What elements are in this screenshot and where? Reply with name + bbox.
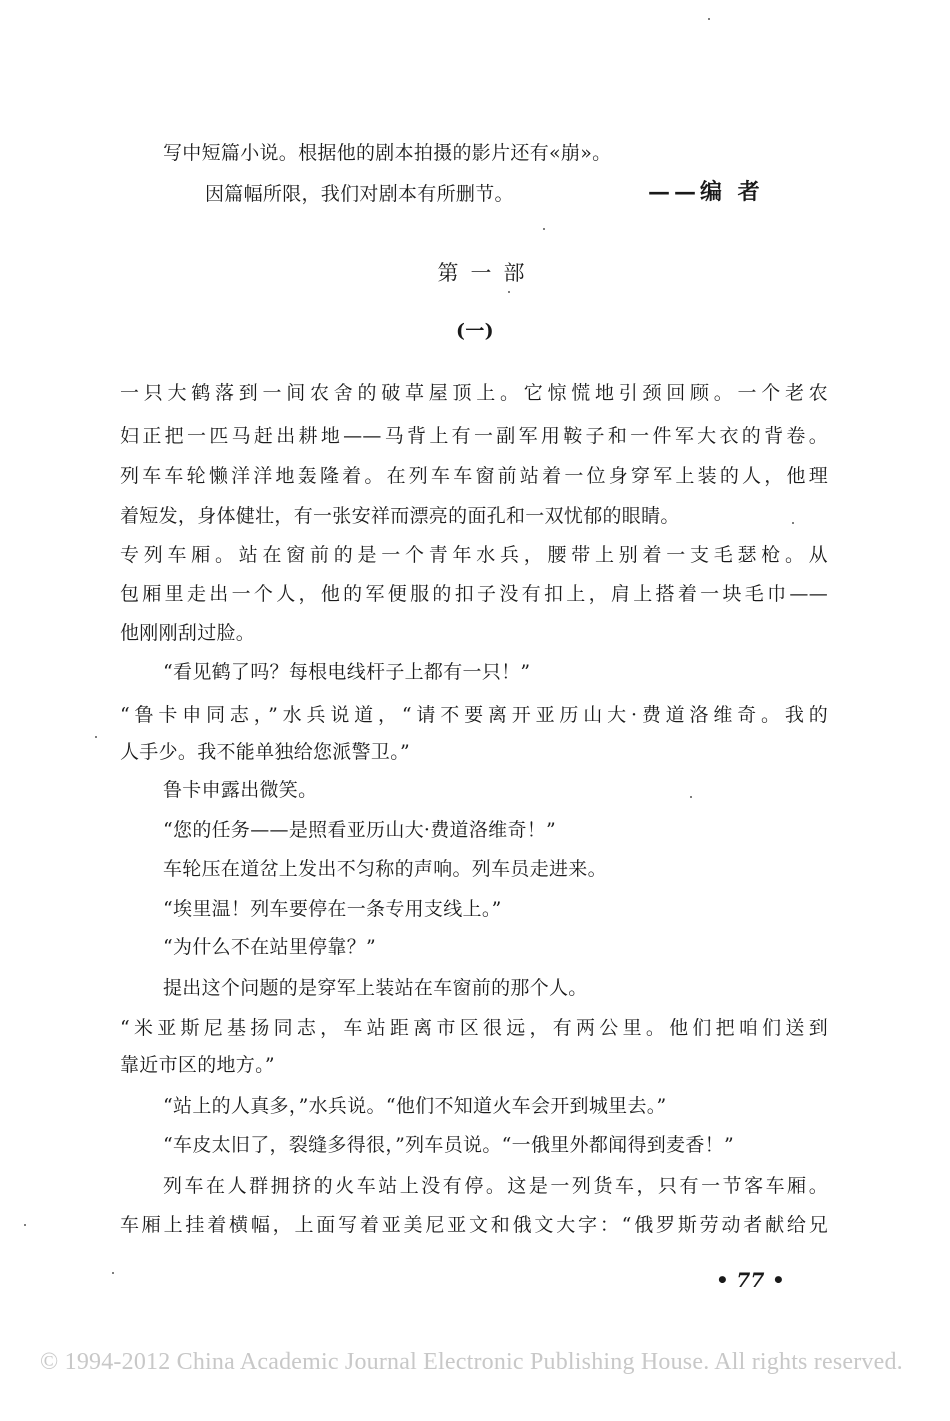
scan-speck (690, 796, 692, 798)
paragraph-line: “车皮太旧了，裂缝多得很，”列车员说。“一俄里外都闻得到麦香！” (163, 1134, 734, 1156)
paragraph-line: “站上的人真多，”水兵说。“他们不知道火车会开到城里去。” (163, 1095, 667, 1117)
paragraph-line: 车轮压在道岔上发出不匀称的声响。列车员走进来。 (163, 858, 607, 880)
scan-speck (792, 522, 794, 524)
scan-speck (543, 228, 545, 230)
editor-signature: ——编 者 (648, 179, 764, 205)
scan-speck (112, 1272, 114, 1274)
paragraph-line: 人手少。我不能单独给您派警卫。” (120, 741, 411, 763)
intro-line: 写中短篇小说。根据他的剧本拍摄的影片还有«崩»。 (163, 142, 612, 164)
paragraph-line: 一只大鹤落到一间农舍的破草屋顶上。它惊慌地引颈回顾。一个老农 (120, 382, 828, 404)
paragraph-line: “为什么不在站里停靠？” (163, 936, 377, 958)
copyright-watermark: © 1994-2012 China Academic Journal Electronic Publishing House. All rights reserved. (40, 1349, 903, 1375)
chapter-title: (一) (456, 320, 494, 342)
paragraph-line: 包厢里走出一个人，他的军便服的扣子没有扣上，肩上搭着一块毛巾—— (120, 583, 828, 605)
paragraph-line: 列车车轮懒洋洋地轰隆着。在列车车窗前站着一位身穿军上装的人，他理 (120, 465, 828, 487)
paragraph-line: 靠近市区的地方。” (120, 1054, 275, 1076)
paragraph-line: 妇正把一匹马赶出耕地——马背上有一副军用鞍子和一件军大衣的背卷。 (120, 425, 828, 447)
paragraph-line: “鲁卡申同志，”水兵说道，“请不要离开亚历山大·费道洛维奇。我的 (120, 704, 828, 726)
part-title: 第一部 (437, 261, 537, 285)
paragraph-line: 列车在人群拥挤的火车站上没有停。这是一列货车，只有一节客车厢。 (163, 1175, 828, 1197)
paragraph-line: 提出这个问题的是穿军上装站在车窗前的那个人。 (163, 977, 588, 999)
paragraph-line: “米亚斯尼基扬同志，车站距离市区很远，有两公里。他们把咱们送到 (120, 1017, 828, 1039)
page-number: • 77 • (716, 1268, 786, 1292)
paragraph-line: 专列车厢。站在窗前的是一个青年水兵，腰带上别着一支毛瑟枪。从 (120, 544, 828, 566)
scan-speck (24, 1224, 26, 1226)
scan-speck (708, 18, 710, 20)
paragraph-line: “您的任务——是照看亚历山大·费道洛维奇！” (163, 819, 557, 841)
paragraph-line: 车厢上挂着横幅，上面写着亚美尼亚文和俄文大字：“俄罗斯劳动者献给兄 (120, 1214, 828, 1236)
scan-speck (95, 736, 97, 738)
editor-note: 因篇幅所限，我们对剧本有所删节。 (205, 183, 514, 205)
paragraph-line: 着短发，身体健壮，有一张安祥而漂亮的面孔和一双忧郁的眼睛。 (120, 505, 680, 527)
paragraph-line: “埃里温！列车要停在一条专用支线上。” (163, 898, 502, 920)
paragraph-line: “看见鹤了吗？每根电线杆子上都有一只！” (163, 661, 531, 683)
paragraph-line: 他刚刚刮过脸。 (120, 622, 256, 644)
paragraph-line: 鲁卡申露出微笑。 (163, 779, 318, 801)
scan-speck (508, 291, 510, 293)
